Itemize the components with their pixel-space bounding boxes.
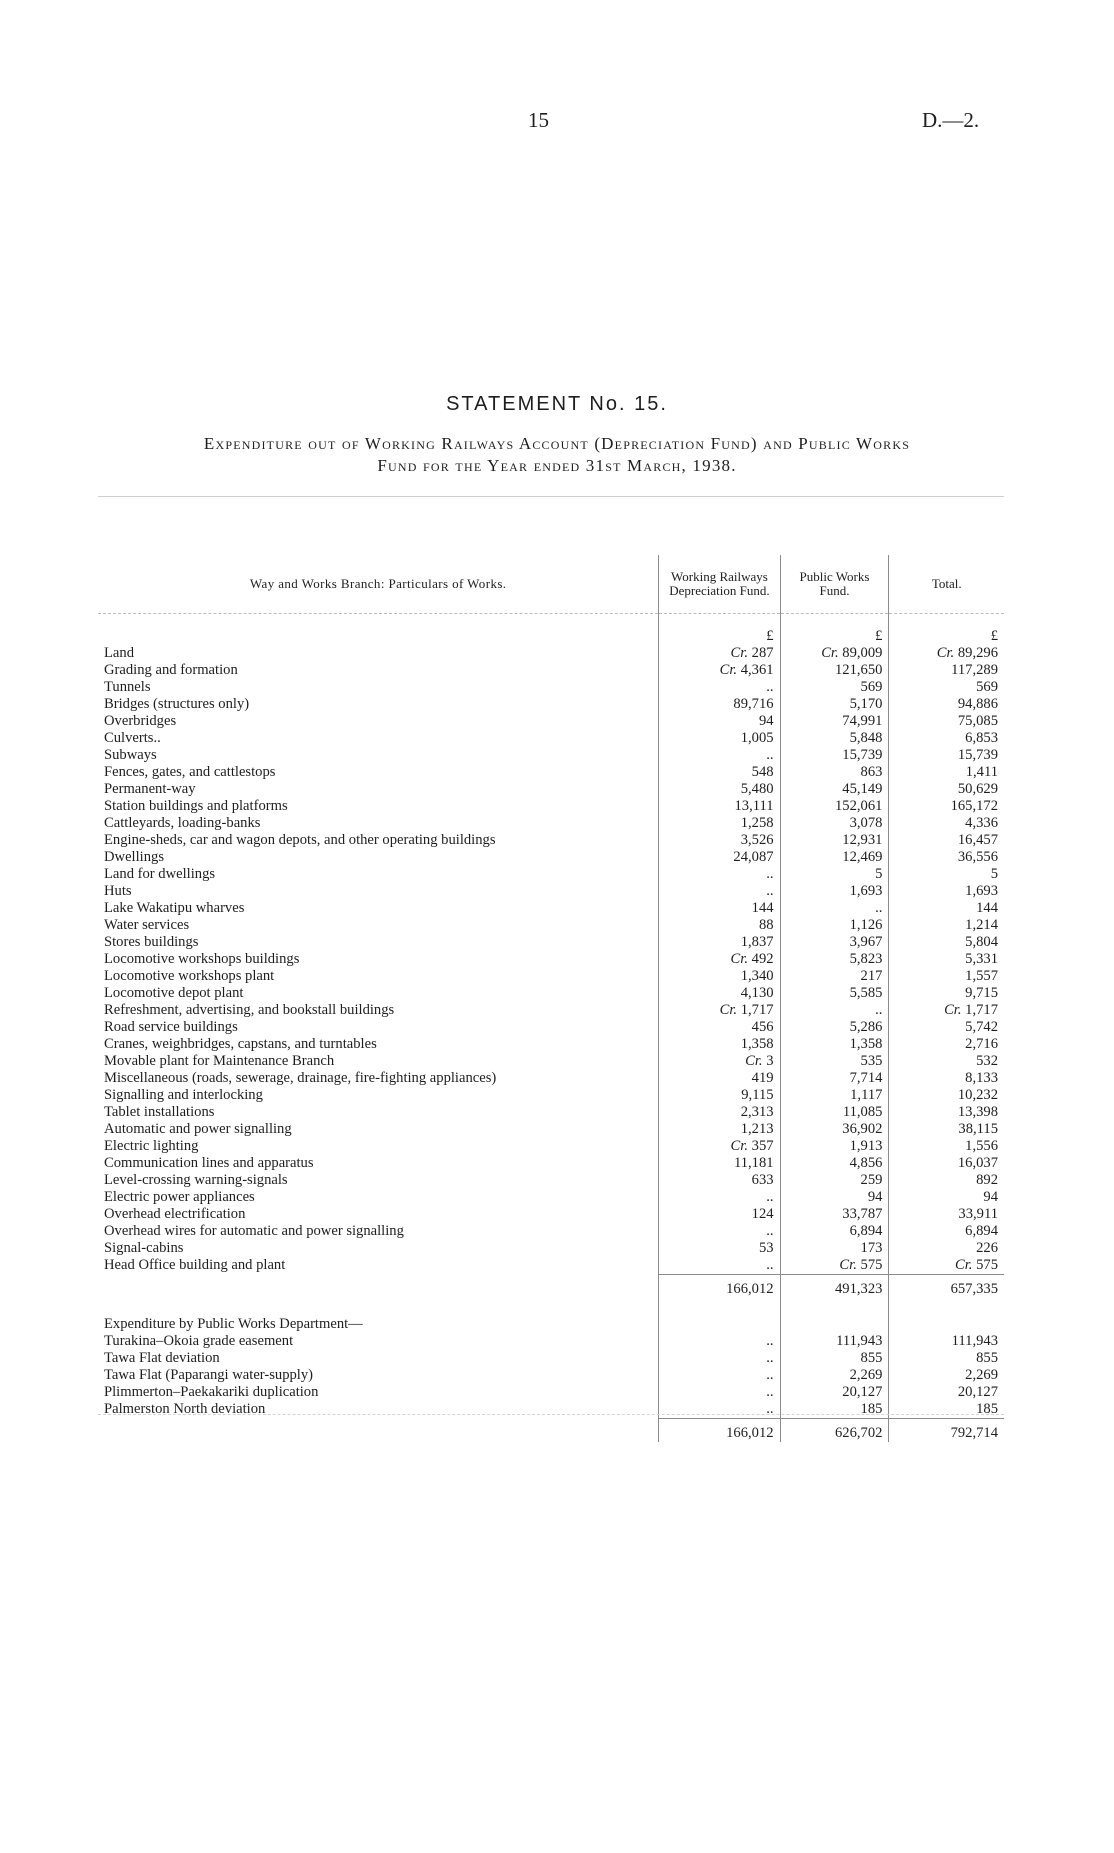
row-label: Communication lines and apparatus [104,1155,314,1171]
row-total-value: 94 [889,1189,1004,1206]
row-pw-value: 7,714 [780,1070,889,1087]
row-pw-value: 1,913 [780,1138,889,1155]
table-row [98,1121,1004,1138]
row-wr-value: 1,213 [659,1121,780,1138]
row-total-value: 4,336 [889,815,1004,832]
credit-marker: Cr. [730,951,748,967]
row-label: Land [104,645,134,661]
subtotal-row [98,1275,1004,1313]
grand-total-wr: 166,012 [659,1419,780,1443]
table-row [98,832,1004,849]
row-wr-value: .. [659,747,780,764]
table-row [98,1155,1004,1172]
row-pw-value: 5 [780,866,889,883]
table-row [98,951,1004,968]
row-wr-value: Cr. 4,361 [659,662,780,679]
row-wr-value: 53 [659,1240,780,1257]
row-pw-value: .. [780,1002,889,1019]
row-label: Refreshment, advertising, and bookstall buildings [104,1002,395,1018]
row-label: Cattleyards, loading-banks [104,815,261,831]
row-label: Overhead wires for automatic and power signalling [104,1223,404,1239]
row-pw-value: 111,943 [780,1333,889,1350]
row-wr-value: 88 [659,917,780,934]
public-works-row [98,1384,1004,1401]
unit-row [98,614,1004,646]
row-total-value: 5,742 [889,1019,1004,1036]
row-pw-value: 1,693 [780,883,889,900]
row-label: Tablet installations [104,1104,215,1120]
table-row [98,1172,1004,1189]
row-total-value: 532 [889,1053,1004,1070]
table-row [98,1189,1004,1206]
row-label: Plimmerton–Paekakariki duplication [104,1384,319,1400]
row-pw-value: 33,787 [780,1206,889,1223]
row-total-value: 16,457 [889,832,1004,849]
row-pw-value: 2,269 [780,1367,889,1384]
row-wr-value: 124 [659,1206,780,1223]
row-pw-value: 3,078 [780,815,889,832]
row-wr-value: .. [659,1367,780,1384]
row-wr-value: .. [659,1384,780,1401]
row-wr-value: 419 [659,1070,780,1087]
row-pw-value: 259 [780,1172,889,1189]
row-wr-value: .. [659,1350,780,1367]
public-works-row [98,1401,1004,1419]
row-total-value: 20,127 [889,1384,1004,1401]
table-row [98,815,1004,832]
table-row [98,1002,1004,1019]
header-working-railways: Working Railways Depreciation Fund. [659,555,780,614]
row-total-value: 569 [889,679,1004,696]
row-wr-value: Cr. 287 [659,645,780,662]
expenditure-table [98,496,1004,1442]
row-label: Locomotive depot plant [104,985,244,1001]
row-pw-value: 12,931 [780,832,889,849]
table-row [98,1087,1004,1104]
row-wr-value: Cr. 1,717 [659,1002,780,1019]
row-wr-value: Cr. 3 [659,1053,780,1070]
row-wr-value: 4,130 [659,985,780,1002]
row-pw-value: 5,823 [780,951,889,968]
credit-marker: Cr. [730,1138,748,1154]
row-label: Locomotive workshops plant [104,968,275,984]
row-label: Electric power appliances [104,1189,255,1205]
row-label: Level-crossing warning-signals [104,1172,288,1188]
document-reference: D.—2. [922,108,980,132]
credit-marker: Cr. [719,1002,738,1018]
row-total-value: 1,693 [889,883,1004,900]
row-total-value: Cr. 575 [889,1257,1004,1275]
header-total: Total. [889,555,1004,614]
row-total-value: 1,556 [889,1138,1004,1155]
row-pw-value: 5,585 [780,985,889,1002]
table-row [98,764,1004,781]
unit-total: £ [889,614,1004,646]
row-pw-value: 15,739 [780,747,889,764]
row-total-value: 2,716 [889,1036,1004,1053]
table-row [98,798,1004,815]
row-pw-value: 5,848 [780,730,889,747]
row-label: Cranes, weighbridges, capstans, and turntables [104,1036,377,1052]
table-row [98,883,1004,900]
statement-title: STATEMENT No. 15. [446,393,668,415]
row-pw-value: Cr. 89,009 [780,645,889,662]
public-works-heading-row [98,1312,1004,1333]
grand-total-total: 792,714 [889,1419,1004,1443]
row-total-value: 36,556 [889,849,1004,866]
row-pw-value: 1,117 [780,1087,889,1104]
table-row [98,679,1004,696]
row-wr-value: 1,258 [659,815,780,832]
credit-marker: Cr. [944,1002,962,1018]
credit-marker: Cr. [821,645,839,661]
row-label: Subways [104,747,157,763]
row-total-value: 1,214 [889,917,1004,934]
row-label: Signal-cabins [104,1240,184,1256]
row-total-value: 9,715 [889,985,1004,1002]
table-row [98,1206,1004,1223]
row-label: Land for dwellings [104,866,216,882]
credit-marker: Cr. [839,1257,857,1273]
header-public-works: Public Works Fund. [780,555,889,614]
row-total-value: 50,629 [889,781,1004,798]
row-total-value: 15,739 [889,747,1004,764]
table-row [98,696,1004,713]
subtotal-total: 657,335 [889,1275,1004,1313]
header-particulars: Way and Works Branch: Particulars of Works. [98,555,659,614]
row-wr-value: 9,115 [659,1087,780,1104]
table-row [98,934,1004,951]
row-pw-value: 6,894 [780,1223,889,1240]
row-total-value: Cr. 89,296 [889,645,1004,662]
row-pw-value: 1,358 [780,1036,889,1053]
row-label: Palmerston North deviation [104,1401,266,1418]
row-wr-value: 24,087 [659,849,780,866]
table-row [98,849,1004,866]
grand-total-pw: 626,702 [780,1419,889,1443]
row-wr-value: Cr. 357 [659,1138,780,1155]
row-label: Water services [104,917,190,933]
row-label: Tawa Flat (Paparangi water-supply) [104,1367,314,1383]
row-pw-value: 5,170 [780,696,889,713]
row-pw-value: 185 [780,1401,889,1419]
row-pw-value: 535 [780,1053,889,1070]
row-wr-value: 456 [659,1019,780,1036]
row-total-value: 33,911 [889,1206,1004,1223]
row-wr-value: 633 [659,1172,780,1189]
table-row [98,1138,1004,1155]
row-total-value: 855 [889,1350,1004,1367]
subtotal-pw: 491,323 [780,1275,889,1313]
table-row [98,713,1004,730]
row-pw-value: 1,126 [780,917,889,934]
credit-marker: Cr. [936,645,955,661]
row-pw-value: 569 [780,679,889,696]
row-label: Overbridges [104,713,177,729]
row-pw-value: 12,469 [780,849,889,866]
row-wr-value: .. [659,1257,780,1275]
row-label: Station buildings and platforms [104,798,288,814]
row-wr-value: .. [659,866,780,883]
row-pw-value: 152,061 [780,798,889,815]
table-row [98,781,1004,798]
row-label: Movable plant for Maintenance Branch [104,1053,335,1069]
row-label: Grading and formation [104,662,238,678]
page-number: 15 [528,108,549,132]
row-total-value: 6,853 [889,730,1004,747]
row-label: Turakina–Okoia grade easement [104,1333,294,1349]
row-wr-value: .. [659,1223,780,1240]
row-wr-value: 2,313 [659,1104,780,1121]
row-total-value: 226 [889,1240,1004,1257]
table-row [98,1223,1004,1240]
row-pw-value: 121,650 [780,662,889,679]
row-pw-value: 74,991 [780,713,889,730]
row-pw-value: .. [780,900,889,917]
row-label: Electric lighting [104,1138,199,1154]
row-label: Stores buildings [104,934,199,950]
public-works-row [98,1367,1004,1384]
row-wr-value: 89,716 [659,696,780,713]
row-pw-value: Cr. 575 [780,1257,889,1275]
table-row [98,747,1004,764]
statement-caption [60,433,1054,477]
row-total-value: 16,037 [889,1155,1004,1172]
row-label: Miscellaneous (roads, sewerage, drainage, fire-fighting appliances) [104,1070,497,1086]
row-total-value: 1,557 [889,968,1004,985]
public-works-row [98,1350,1004,1367]
row-total-value: 5 [889,866,1004,883]
footer-rule [98,1414,1004,1415]
row-label: Head Office building and plant [104,1257,286,1274]
table-row [98,1257,1004,1275]
credit-marker: Cr. [745,1053,763,1069]
row-wr-value: .. [659,1401,780,1419]
table-row [98,866,1004,883]
row-total-value: 165,172 [889,798,1004,815]
row-wr-value: Cr. 492 [659,951,780,968]
row-pw-value: 5,286 [780,1019,889,1036]
row-wr-value: .. [659,679,780,696]
table-row [98,1019,1004,1036]
table-row [98,1240,1004,1257]
table-row [98,730,1004,747]
row-total-value: 13,398 [889,1104,1004,1121]
row-wr-value: 1,358 [659,1036,780,1053]
row-wr-value: 1,005 [659,730,780,747]
credit-marker: Cr. [730,645,748,661]
row-total-value: 892 [889,1172,1004,1189]
row-label: Dwellings [104,849,164,865]
row-total-value: 185 [889,1401,1004,1419]
row-total-value: 111,943 [889,1333,1004,1350]
table-row [98,968,1004,985]
row-label: Tunnels [104,679,151,695]
row-pw-value: 36,902 [780,1121,889,1138]
row-total-value: 75,085 [889,713,1004,730]
row-wr-value: 11,181 [659,1155,780,1172]
row-total-value: 10,232 [889,1087,1004,1104]
public-works-row [98,1333,1004,1350]
row-total-value: Cr. 1,717 [889,1002,1004,1019]
row-label: Overhead electrification [104,1206,246,1222]
row-label: Culverts.. [104,730,161,746]
row-label: Lake Wakatipu wharves [104,900,245,916]
row-label: Fences, gates, and cattlestops [104,764,276,780]
row-wr-value: 144 [659,900,780,917]
table-row [98,1104,1004,1121]
table-row [98,645,1004,662]
subtotal-wr: 166,012 [659,1275,780,1313]
row-wr-value: 1,340 [659,968,780,985]
table-row [98,900,1004,917]
row-pw-value: 863 [780,764,889,781]
row-wr-value: .. [659,1333,780,1350]
unit-pw: £ [780,614,889,646]
unit-wr: £ [659,614,780,646]
row-pw-value: 11,085 [780,1104,889,1121]
row-total-value: 8,133 [889,1070,1004,1087]
row-wr-value: 13,111 [659,798,780,815]
row-label: Permanent-way [104,781,196,797]
row-total-value: 6,894 [889,1223,1004,1240]
row-total-value: 5,331 [889,951,1004,968]
row-pw-value: 4,856 [780,1155,889,1172]
table-row [98,1036,1004,1053]
row-pw-value: 20,127 [780,1384,889,1401]
row-total-value: 144 [889,900,1004,917]
table-row [98,1070,1004,1087]
row-total-value: 2,269 [889,1367,1004,1384]
row-label: Locomotive workshops buildings [104,951,300,967]
row-label: Huts [104,883,132,899]
row-wr-value: 94 [659,713,780,730]
table-row [98,662,1004,679]
row-total-value: 94,886 [889,696,1004,713]
table-row [98,917,1004,934]
grand-total-row [98,1419,1004,1443]
row-label: Automatic and power signalling [104,1121,292,1137]
row-wr-value: 548 [659,764,780,781]
row-pw-value: 3,967 [780,934,889,951]
table-row [98,1053,1004,1070]
row-total-value: 117,289 [889,662,1004,679]
row-pw-value: 217 [780,968,889,985]
row-total-value: 5,804 [889,934,1004,951]
row-pw-value: 94 [780,1189,889,1206]
row-label: Signalling and interlocking [104,1087,263,1103]
caption-line-1: Expenditure out of Working Railways Account (Depreciation Fund) and Public Works [203,434,911,453]
credit-marker: Cr. [955,1257,973,1273]
row-label: Tawa Flat deviation [104,1350,220,1366]
caption-line-2: Fund for the Year ended 31st March, 1938. [377,456,737,475]
row-wr-value: 1,837 [659,934,780,951]
row-total-value: 38,115 [889,1121,1004,1138]
table-row [98,985,1004,1002]
row-pw-value: 173 [780,1240,889,1257]
row-label: Road service buildings [104,1019,238,1035]
row-pw-value: 45,149 [780,781,889,798]
row-wr-value: .. [659,1189,780,1206]
row-label: Bridges (structures only) [104,696,250,712]
row-wr-value: .. [659,883,780,900]
row-wr-value: 3,526 [659,832,780,849]
row-label: Engine-sheds, car and wagon depots, and other operating buildings [104,832,496,848]
row-wr-value: 5,480 [659,781,780,798]
public-works-heading: Expenditure by Public Works Department— [104,1316,363,1332]
row-total-value: 1,411 [889,764,1004,781]
credit-marker: Cr. [719,662,738,678]
row-pw-value: 855 [780,1350,889,1367]
